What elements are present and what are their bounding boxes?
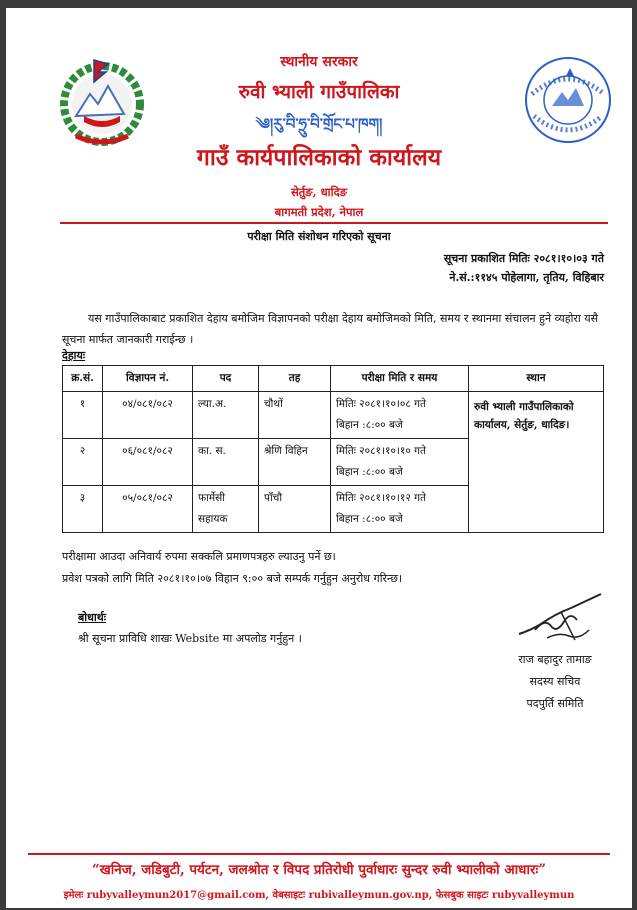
exam-datetime-cell bbox=[331, 392, 469, 439]
serial-number-cell: १ bbox=[63, 392, 103, 439]
nepal-era-date: ने.सं.:११४५ पोहेलागा, तृतिय, विहिबार bbox=[449, 271, 604, 284]
footer-slogan: “खनिज, जडिबुटी, पर्यटन, जलश्रोत र विपद प्रतिरोधी पुर्वाधारः सुन्दर रुवी भ्यालीको आधारः” bbox=[92, 862, 546, 878]
municipality-name-tibetan: ༄།རུ་བི་ཧྲུ་བི་གྲོང་པ་ཁག། bbox=[255, 115, 383, 133]
cc-line: श्री सूचना प्राविधि शाखः Website मा अपलोड गर्नुहुन । bbox=[78, 632, 302, 645]
published-date: सूचना प्रकाशित मितिः २०८१।१०।०३ गते bbox=[443, 252, 604, 265]
ad-number-cell: ०६/०८१/०८२ bbox=[103, 439, 193, 486]
header-divider bbox=[60, 222, 608, 224]
notice-subject: परीक्षा मिति संशोधन गरिएको सूचना bbox=[247, 230, 391, 243]
office-title: गाउँ कार्यपालिकाको कार्यालय bbox=[196, 144, 442, 171]
signatory-department: पदपुर्ति समिति bbox=[526, 697, 584, 710]
serial-number-cell: ३ bbox=[63, 486, 103, 533]
cc-label: बोधार्थः bbox=[78, 611, 106, 624]
post-cell: फार्मेसी सहायक bbox=[193, 486, 259, 533]
signatory-name: राज बहादुर तामाङ bbox=[518, 653, 592, 666]
footer-divider bbox=[28, 853, 610, 855]
post-cell: ल्या.अ. bbox=[193, 392, 259, 439]
exam-schedule-table bbox=[62, 365, 604, 533]
handwritten-signature bbox=[511, 590, 607, 650]
column-header: परीक्षा मिति र समय bbox=[331, 366, 469, 392]
exam-datetime-cell bbox=[331, 439, 469, 486]
ad-number-cell: ०४/०८१/०८२ bbox=[103, 392, 193, 439]
address-line-1: सेर्तुङ, धादिङ bbox=[290, 185, 348, 199]
column-header: क्र.सं. bbox=[63, 366, 103, 392]
level-cell: चौथों bbox=[259, 392, 331, 439]
exam-date: मितिः २०८१।१०।०८ गते bbox=[336, 398, 427, 410]
note-line-2: प्रवेश पत्रको लागि मिति २०८१।१०।०७ विहान ९:०० बजे सम्पर्क गर्नुहुन अनुरोध गरिन्छ। bbox=[62, 572, 403, 585]
column-header: विज्ञापन नं. bbox=[103, 366, 193, 392]
details-label: देहायः bbox=[62, 349, 86, 362]
level-cell: श्रेणि विहिन bbox=[259, 439, 331, 486]
exam-datetime-cell bbox=[331, 486, 469, 533]
exam-time: बिहान :८:०० बजे bbox=[336, 419, 403, 431]
venue-cell: रुवी भ्याली गाउँपालिकाको कार्यालय, सेर्तुङ, धादिङ। bbox=[469, 392, 604, 533]
exam-date: मितिः २०८१।१०।१० गते bbox=[336, 445, 427, 457]
exam-date: मितिः २०८१।१०।१२ गते bbox=[336, 492, 427, 504]
notice-body: यस गाउँपालिकाबाट प्रकाशित देहाय बमोजिम विज्ञापनको परीक्षा देहाय बमोजिमको मिति, समय र स्थानमा संचालन हुने व्यहोरा यसै सूचना मार्फत जानकारी गराईन्छ । bbox=[62, 312, 599, 346]
signatory-role: सदस्य सचिव bbox=[529, 675, 581, 688]
column-header: पद bbox=[193, 366, 259, 392]
municipality-name: रुवी भ्याली गाउँपालिका bbox=[238, 81, 400, 103]
column-header: तह bbox=[259, 366, 331, 392]
note-line-1: परीक्षामा आउदा अनिवार्य रुपमा सक्कलि प्रमाणपत्रहरु ल्याउनु पर्ने छ। bbox=[62, 550, 336, 563]
footer-contacts: इमेलः rubyvalleymun2017@gmail.com, वेबसाइटः rubivalleymun.gov.np, फेसबुक साइटः rubyvalleymun bbox=[63, 890, 575, 901]
table-row bbox=[63, 392, 604, 439]
exam-time: बिहान :८:०० बजे bbox=[336, 466, 403, 478]
column-header: स्थान bbox=[469, 366, 604, 392]
notice-document bbox=[6, 8, 632, 908]
post-cell: का. स. bbox=[193, 439, 259, 486]
table-header-row bbox=[63, 366, 604, 392]
level-cell: पाँचौ bbox=[259, 486, 331, 533]
ad-number-cell: ०५/०८१/०८२ bbox=[103, 486, 193, 533]
address-line-2: बागमती प्रदेश, नेपाल bbox=[274, 205, 364, 219]
exam-time: बिहान :८:०० बजे bbox=[336, 513, 403, 525]
serial-number-cell: २ bbox=[63, 439, 103, 486]
local-government-label: स्थानीय सरकार bbox=[280, 54, 358, 70]
